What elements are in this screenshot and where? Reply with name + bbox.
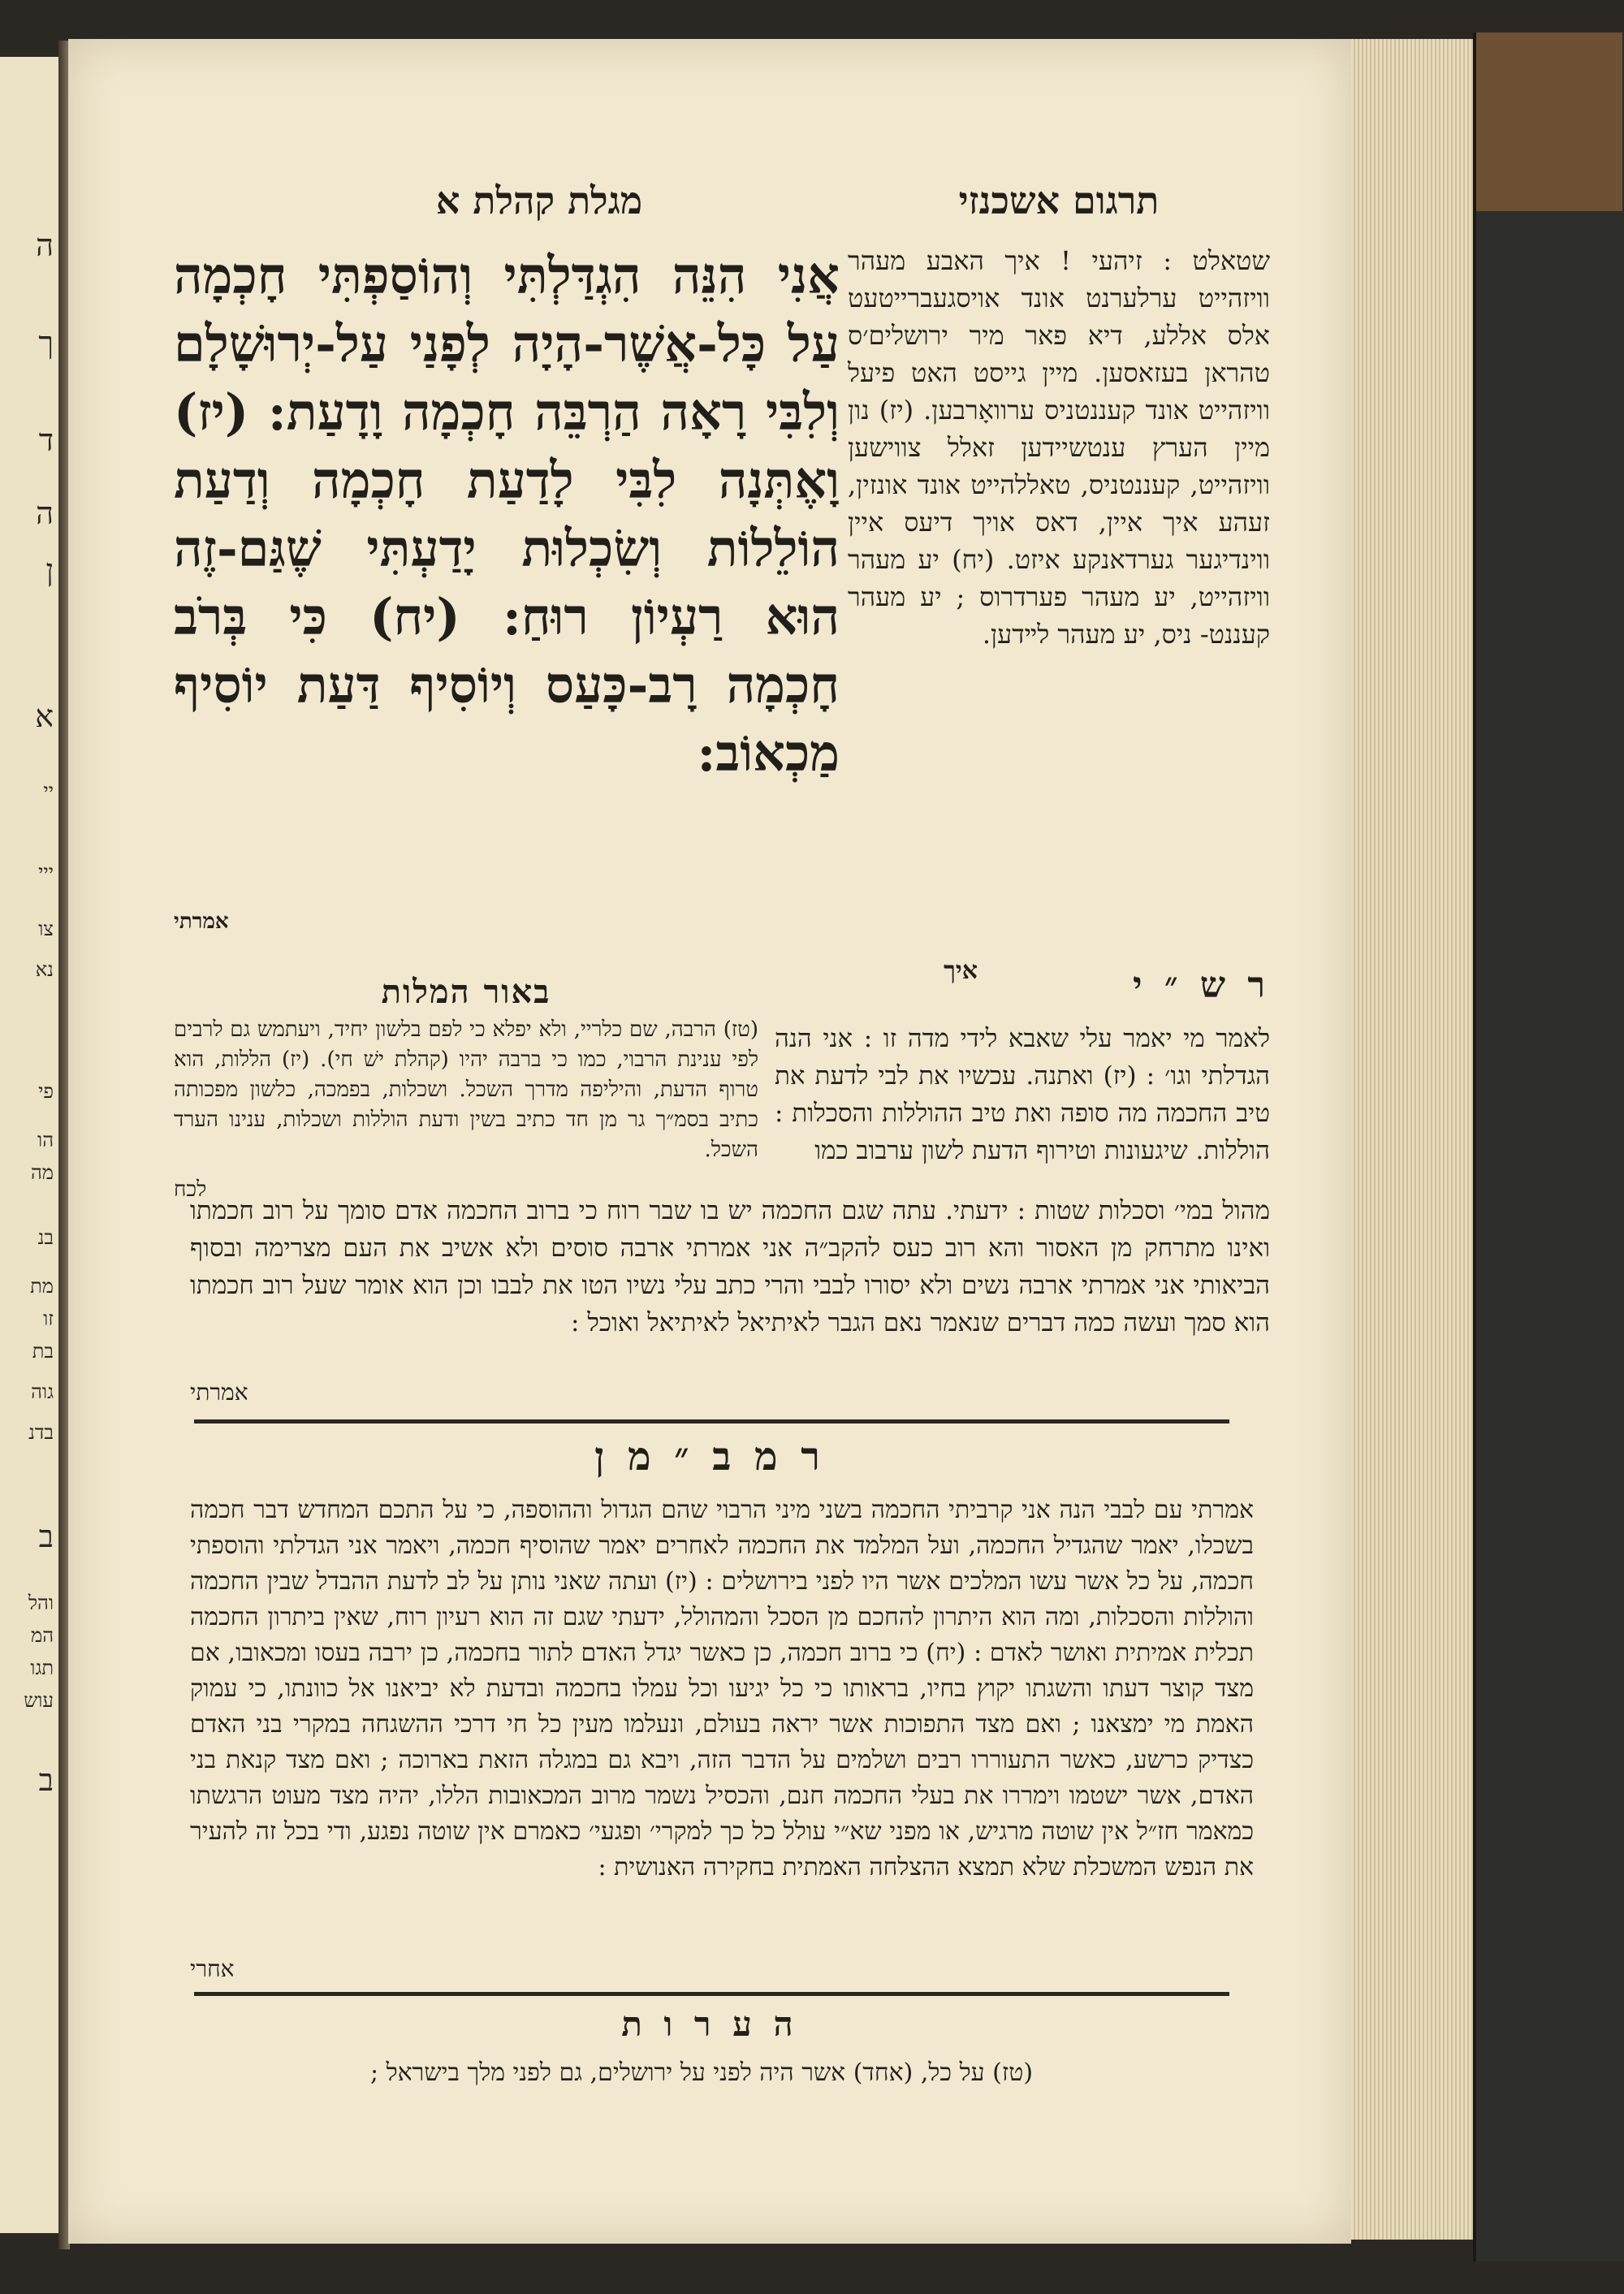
left-page-fragment: ב bbox=[38, 1762, 54, 1798]
left-page-fragment: פי bbox=[38, 1080, 54, 1103]
left-page-fragment: ה bbox=[36, 495, 54, 531]
book-page bbox=[68, 39, 1351, 2244]
left-page-fragment: ב bbox=[38, 1519, 54, 1554]
left-page-fragment: והל bbox=[28, 1592, 54, 1614]
left-page-fragment: ייי bbox=[38, 861, 54, 883]
targum-catchword: איך bbox=[944, 957, 978, 985]
verse-catchword: אמרתי bbox=[174, 909, 229, 934]
left-page-fragment: ה bbox=[36, 227, 54, 263]
verse-text: אֲנִי הִנֵּה הִגְדַּלְתִּי וְהוֹסַפְתִּי חָכְמָה עַל כָּל-אֲשֶׁר-הָיָה לְפָנַי עַל-יְרוּשָׁלָם וְלִבִּי רָאָה הַרְבֵּה חָכְמָה וָדָעַת: (יז) וָאֶתְּנָה לִבִּי לָדַעַת חָכְמָה וְדַעַת הוֹלֵלוֹת וְשִׂכְלוּת יָדַעְתִּי שֶׁגַּם-זֶה הוּא רַעְיוֹן רוּחַ: (יח) כִּי בְּרֹב חָכְמָה רָב-כָּעַס וְיוֹסִיף דַּעַת יוֹסִיף מַכְאוֹב: bbox=[174, 246, 840, 783]
targum-column: שטאלט : זיהעי ! איך האבע מעהר וויזהייט ערלערנט אונד אויסגעברייטעט אלס אללע, דיא פאר מיר ירושלים׳ס טהראן בעזאסען. מיין גייסט האט פיעל וויזהייט אונד קעננטניס ערוואָרבען. (יז) נון מיין הערץ ענטשיידען זאלל צווישען וויזהייט, קעננטניס, טאללהייט אונד אונזין, זעהע איך איין, דאס אויך דיעס איין ווינדיגער גערדאנקע איזט. (יח) יע מעהר וויזהייט, יע מעהר פערדרוס ; יע מעהר קעננט- ניס, יע מעהר לײדען. bbox=[848, 245, 1270, 650]
section-rule-2 bbox=[194, 1992, 1229, 1996]
left-page-fragment: בת bbox=[32, 1340, 54, 1363]
left-page-fragment: זו bbox=[43, 1307, 54, 1330]
left-page-fragment: הו bbox=[37, 1129, 54, 1151]
ramban-text: אמרתי עם לבבי הנה אני קרביתי החכמה בשני מיני הרבוי שהם הגדול וההוספה, כי על התכם המחדש דבר חכמה בשכלו, יאמר שהגדיל החכמה, ועל המלמד את החכמה לאחרים יאמר שהוסיף חכמה, ויאמר אני הגדלתי והוספתי חכמה, על כל אשר עשו המלכים אשר היו לפני בירושלים : (יז) ועתה שאני נותן על לב לדעת ההבדל שבין החכמה והוללות והסכלות, ומה הוא היתרון להחכם מן הסכל והמהולל, ידעתי שגם זה הוא רעיון רוח, שאין ביתרון החכמה תכלית אמיתית ואושר לאדם : (יח) כי ברוב חכמה, כן כאשר יגדל האדם לתור בחכמה, כן ירבה בעסו ומכאובו, אם מצד קוצר דעתו והשגתו יקוץ בחיו, בראותו כי כל יגיעו וכל עמלו בחכמה ובדעת לא יביאנו אל כוונתו, כי עמוק האמת מי ימצאנו ; ואם מצד התפוכות אשר יראה בעולם, ונעלמו מעין כל חי דרכי ההשגחה במקרי בני האדם כצדיק כרשע, כאשר התעוררו רבים ושלמים על הדבר הזה, ויבא גם במגלה הזאת בארוכה ; ואם מצד קנאת בני האדם, אשר ישטמו וימררו את בעלי החכמה חנם, והכסיל נשמר מרוב המכאובות הללו, יהיה מצד מעוט הרגשתו כמאמר חז״ל אין שוטה מרגיש, או מפני שא״י עולל כל כך למקרי׳ ופגעי׳ כאמרם אין שוטה נפגע, ודי בכל זה להעיר את הנפש המשכלת שלא תמצא ההצלחה האמתית בחקירה האנושית : bbox=[190, 1496, 1255, 1881]
left-page-fragment: גוה bbox=[31, 1380, 54, 1403]
left-page-fragment: מת bbox=[30, 1275, 54, 1298]
page-edges bbox=[1351, 39, 1473, 2240]
biur-catchword: לכח bbox=[174, 1177, 207, 1202]
left-page-fragment: ך bbox=[38, 325, 54, 361]
left-page-fragment: מה bbox=[30, 1161, 54, 1184]
rashi-text-top: לאמר מי יאמר עלי שאבא לידי מדה זו : אני הנה הגדלתי וגו׳ : (יז) ואתנה. עכשיו את לבי לדעת את טיב החכמה מה סופה ואת טיב ההוללות והסכלות : הוללות. שיגעונות וטירוף הדעת לשון ערבוב כמו bbox=[775, 1024, 1270, 1165]
page-content bbox=[68, 39, 1351, 2244]
megilah-header: מגלת קהלת א bbox=[435, 179, 643, 222]
biur-text: (טז) הרבה, שם כלריי, ולא יפלא כי לפם בלשון יחיד, ויעתמש גם לרבים לפי ענינת הרבוי, כמו כי ברבה יהיו (קהלת ישׁ חי). (יז) הללות, הוא טרוף הדעת, והיליפה מדרך השכל. ושכלות, בפמכה, כלשון מפכותה כתיב בסמ״ך גר מן חד כתיב בשין ודעת הוללות ושכלות, ענינו הערד השכל. bbox=[174, 1017, 758, 1162]
left-page-fragment: תגו bbox=[30, 1657, 54, 1679]
left-page-fragment: צו bbox=[38, 918, 54, 940]
left-page-fragment: א bbox=[35, 698, 54, 734]
left-page-edge bbox=[0, 57, 61, 2233]
ramban-title: ר מ ב ״ מ ן bbox=[594, 1434, 825, 1480]
left-page-fragment: עוש bbox=[24, 1689, 54, 1712]
left-page-fragment: יי bbox=[43, 780, 54, 802]
left-page-fragment: בדנ bbox=[28, 1421, 54, 1444]
targum-header: תרגום אשכנזי bbox=[958, 179, 1160, 222]
cover-corner bbox=[1476, 32, 1622, 211]
rashi-text-full: מהול במי׳ וסכלות שטות : ידעתי. עתה שגם החכמה יש בו שבר רוח כי ברוב החכמה אדם סומך על רוב חכמתו ואינו מתרחק מן האסור והא רוב כעס להקב״ה אני אמרתי ארבה סוסים ולא אשיב את העם מצרימה ובסוף הביאותי אני אמרתי ארבה נשים ולא יסורו לבבי והרי כתב עלי נשיו הטו את לבבו וכן הוא אומר שעל רוב חכמתו הוא סמך ועשה כמה דברים שנאמר נאם הגבר לאיתיאל לאיתיאל ואוכל : bbox=[190, 1196, 1270, 1337]
book-cover bbox=[1473, 32, 1624, 2262]
section-rule-1 bbox=[194, 1419, 1229, 1423]
left-page-fragment: בנ bbox=[37, 1226, 54, 1249]
rashi-title: ר ש ״ י bbox=[1133, 965, 1270, 1006]
notes-title: ה ע ר ו ת bbox=[621, 2004, 798, 2044]
rashi-catchword: אמרתי bbox=[190, 1379, 248, 1406]
left-page-fragment: המ bbox=[30, 1624, 54, 1647]
notes-text: (טז) על כל, (אחד) אשר היה לפני על ירושלים, גם לפני מלך בישראל ; bbox=[369, 2059, 1034, 2087]
ramban-catchword: אחרי bbox=[190, 1955, 235, 1982]
left-page-fragment: ד bbox=[38, 422, 54, 458]
left-page-fragment: נא bbox=[35, 958, 54, 981]
left-page-fragment: ן bbox=[45, 552, 54, 588]
biur-title: באור המלות bbox=[381, 973, 551, 1011]
